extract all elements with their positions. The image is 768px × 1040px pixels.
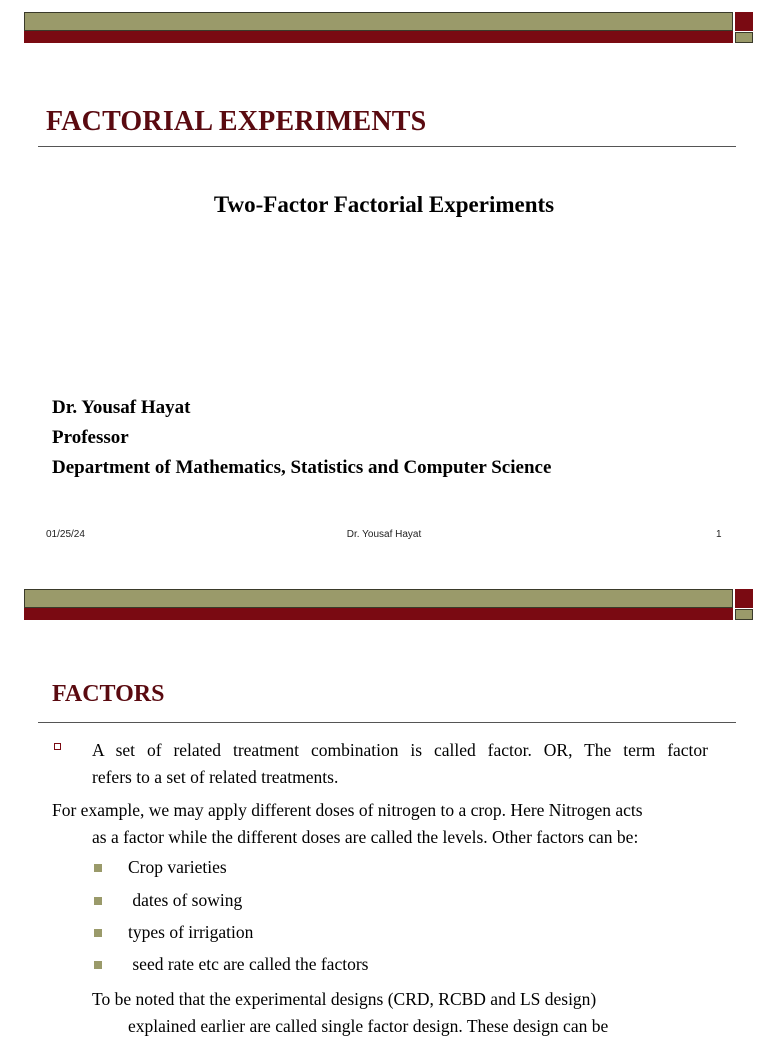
- slide1-title: FACTORIAL EXPERIMENTS: [46, 106, 427, 137]
- note-line2: explained earlier are called single factor design. These design can be: [128, 1016, 609, 1036]
- bullet1-line1: A set of related treatment combination is called factor. OR, The term factor: [92, 740, 708, 760]
- olive-stripe: [24, 589, 733, 608]
- square-bullet-icon: [94, 897, 102, 905]
- footer-author: Dr. Yousaf Hayat: [346, 529, 422, 540]
- factor-item: seed rate etc are called the factors: [128, 954, 369, 974]
- title-divider: [38, 722, 736, 723]
- bullet1-line2: refers to a set of related treatments.: [92, 767, 339, 787]
- author-position: Professor: [52, 427, 129, 448]
- slide2-title: FACTORS: [52, 681, 165, 707]
- maroon-stripe: [24, 31, 733, 43]
- corner-olive-square: [735, 609, 753, 620]
- top-decor-bar: [24, 12, 753, 43]
- footer-page-number: 1: [716, 529, 722, 540]
- factor-item: types of irrigation: [128, 922, 254, 942]
- square-bullet-icon: [94, 961, 102, 969]
- title-divider: [38, 146, 736, 147]
- footer-date: 01/25/24: [46, 529, 85, 540]
- corner-red-square: [735, 589, 753, 608]
- maroon-stripe: [24, 608, 733, 620]
- factor-item: Crop varieties: [128, 857, 227, 877]
- corner-olive-square: [735, 32, 753, 43]
- square-bullet-icon: [94, 864, 102, 872]
- para1-line2: as a factor while the different doses are called the levels. Other factors can be:: [92, 827, 639, 847]
- factor-item: dates of sowing: [128, 890, 243, 910]
- author-name: Dr. Yousaf Hayat: [52, 397, 191, 418]
- slide2-decor-bar: [24, 589, 753, 620]
- olive-stripe: [24, 12, 733, 31]
- hollow-square-bullet-icon: [54, 743, 61, 750]
- corner-red-square: [735, 12, 753, 31]
- slide1-subtitle: Two-Factor Factorial Experiments: [213, 192, 555, 217]
- note-line1: To be noted that the experimental designs (CRD, RCBD and LS design): [92, 989, 597, 1009]
- author-department: Department of Mathematics, Statistics and Computer Science: [52, 457, 552, 478]
- para1-line1: For example, we may apply different doses of nitrogen to a crop. Here Nitrogen acts: [52, 800, 643, 820]
- square-bullet-icon: [94, 929, 102, 937]
